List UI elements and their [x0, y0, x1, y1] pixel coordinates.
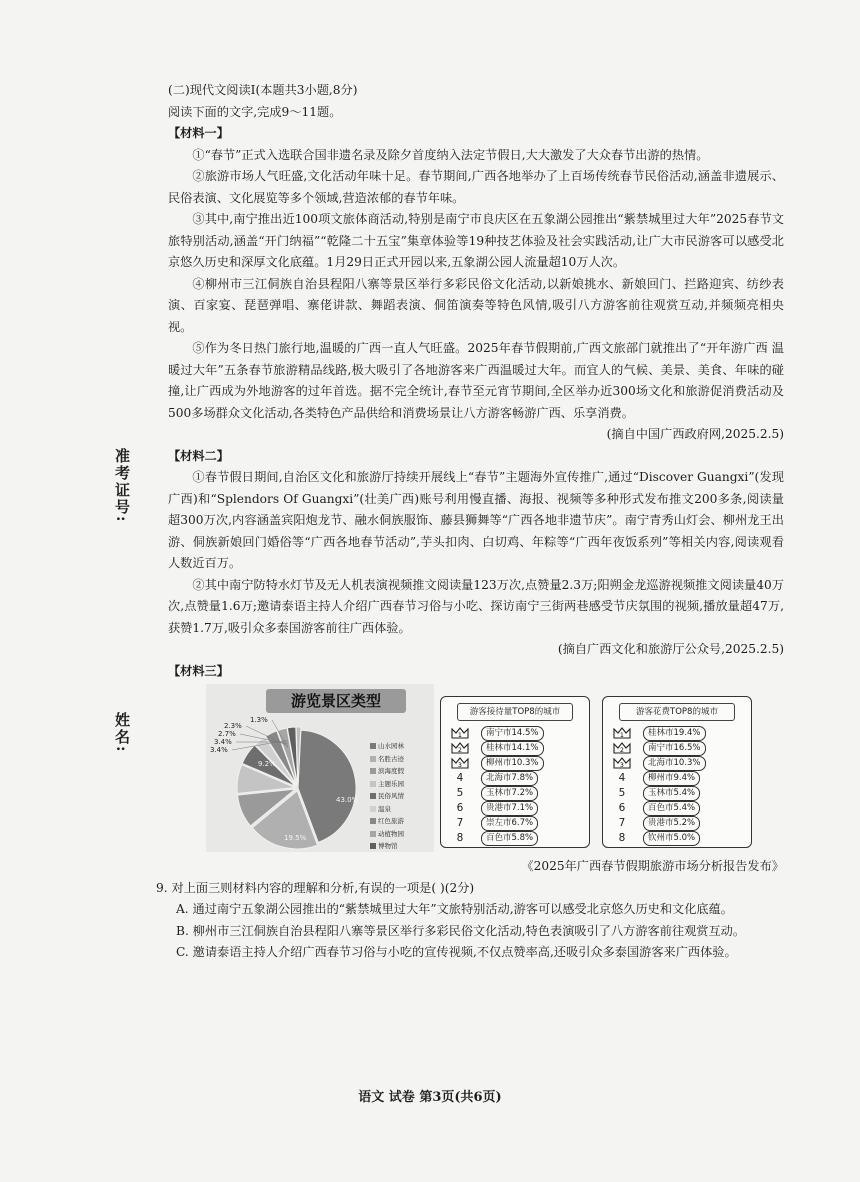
rank-city-label: 崇左市6.7% — [481, 816, 538, 831]
spending-top8-title: 游客花费TOP8的城市 — [619, 703, 735, 721]
legend-item: 动植物园 — [370, 828, 404, 841]
rank-city-label: 贵港市5.2% — [643, 816, 700, 831]
rank-row — [451, 815, 581, 831]
material1-paragraph: ②旅游市场人气旺盛,文化活动年味十足。春节期间,广西各地举办了上百场传统春节民俗活动,涵盖非遗展示、民俗表演、文化展览等多个领域,营造浓郁的春节年味。 — [168, 169, 784, 205]
material1-heading: 【材料一】 — [168, 126, 229, 140]
crown-icon — [451, 727, 469, 739]
legend-item: 红色旅游 — [370, 815, 404, 828]
crown-icon — [613, 742, 631, 754]
rank-number: 1 — [620, 732, 624, 739]
legend-swatch — [370, 831, 376, 837]
crown-icon — [451, 742, 469, 754]
material2-heading: 【材料二】 — [168, 448, 229, 463]
material1-paragraph: ①“春节”正式入选联合国非遗名录及除夕首度纳入法定节假日,大大激发了大众春节出游的热情。 — [192, 147, 709, 162]
rank-city-label: 桂林市14.1% — [481, 741, 544, 756]
rank-city-label: 南宁市16.5% — [643, 741, 706, 756]
legend-item: 主题乐园 — [370, 778, 404, 791]
rank-row — [451, 830, 581, 846]
question-option-a: A. 通过南宁五象湖公园推出的“紫禁城里过大年”文旅特别活动,游客可以感受北京悠久历史和文化底蕴。 — [176, 902, 733, 916]
rank-number: 7 — [456, 817, 464, 829]
pie-slice-label: 43.0% — [336, 796, 359, 804]
legend-item: 山水园林 — [370, 740, 404, 753]
legend-swatch — [370, 743, 376, 749]
crown-icon — [613, 757, 631, 769]
material1-paragraph: ⑤作为冬日热门旅行地,温暖的广西一直人气旺盛。2025年春节假期前,广西文旅部门就推出了“开年游广西 温暖过大年”五条春节旅游精品线路,极大吸引了各地游客来广西温暖过大年。而宜人的气候、美景、美食、年味的碰撞,让广西成为外地游客的过年首选。据不完全统计,春节至元宵节期间,全区举办近300场文化和旅游促消费活动及500多场群众文化活动,各类特色产品供给和消费场景让八方游客畅游广西、乐享消费。 — [168, 341, 784, 420]
rank-number: 1 — [458, 732, 462, 739]
rank-city-label: 百色市5.8% — [481, 831, 538, 846]
rank-number: 3 — [458, 762, 462, 769]
rank-number: 8 — [618, 832, 626, 844]
pie-slice-label: 2.7% — [218, 730, 236, 738]
rank-city-label: 桂林市19.4% — [643, 726, 706, 741]
rank-city-label: 北海市10.3% — [643, 756, 706, 771]
rank-row — [613, 830, 743, 846]
legend-swatch — [370, 793, 376, 799]
material2-paragraph: ①春节假日期间,自治区文化和旅游厅持续开展线上“春节”主题海外宣传推广,通过“Discover Guangxi”(发现广西)和“Splendors Of Guangxi”(壮美广西)账号利用慢直播、海报、视频等多种形式发布推文200多条,阅读量超300万次,内容涵盖宾阳炮龙节、融水侗族服饰、藤县狮舞等“广西各地非遗节庆”。南宁青秀山灯会、柳州龙王出游、侗族新娘回门婚俗等“广西各地春节活动”,芋头扣肉、白切鸡、年粽等“广西年夜饭系列”等相关内容,阅读观看人数近百万。 — [168, 470, 784, 570]
rank-city-label: 贵港市7.1% — [481, 801, 538, 816]
question-stem: 9. 对上面三则材料内容的理解和分析,有误的一项是( )(2分) — [156, 880, 475, 895]
rank-row — [451, 725, 581, 741]
rank-row — [613, 815, 743, 831]
material3-figure — [168, 684, 784, 856]
material1-source: (摘自中国广西政府网,2025.2.5) — [606, 427, 784, 441]
question-option-c: C. 邀请泰语主持人介绍广西春节习俗与小吃的宣传视频,不仅点赞率高,还吸引众多泰国游客来广西体验。 — [176, 945, 737, 959]
rank-row — [451, 785, 581, 801]
instruction: 阅读下面的文字,完成9～11题。 — [168, 104, 342, 119]
pie-slice-label: 2.3% — [224, 722, 242, 730]
material2-source: (摘自广西文化和旅游厅公众号,2025.2.5) — [557, 642, 784, 656]
rank-number: 6 — [618, 802, 626, 814]
rank-row — [451, 755, 581, 771]
rank-row — [613, 785, 743, 801]
rank-city-label: 柳州市10.3% — [481, 756, 544, 771]
rank-row — [451, 740, 581, 756]
rank-row — [451, 800, 581, 816]
rank-city-label: 玉林市7.2% — [481, 786, 538, 801]
pie-chart-panel — [206, 684, 434, 852]
reading-content — [156, 80, 784, 964]
rank-number: 5 — [456, 787, 464, 799]
rank-row — [613, 740, 743, 756]
legend-swatch — [370, 756, 376, 762]
legend-swatch — [370, 818, 376, 824]
rank-row — [613, 770, 743, 786]
rank-row — [613, 800, 743, 816]
crown-icon — [451, 757, 469, 769]
pie-legend — [370, 740, 404, 853]
rank-number: 7 — [618, 817, 626, 829]
rank-row — [451, 770, 581, 786]
section-title: (二)现代文阅读Ⅰ(本题共3小题,8分) — [168, 83, 358, 97]
legend-item: 名胜古迹 — [370, 753, 404, 766]
pie-slice-label: 19.5% — [284, 834, 307, 842]
page-footer: 语文 试卷 第3页(共6页) — [358, 1090, 502, 1105]
reception-top8-panel — [440, 696, 590, 848]
rank-number: 2 — [458, 747, 462, 754]
rank-city-label: 柳州市9.4% — [643, 771, 700, 786]
rank-city-label: 南宁市14.5% — [481, 726, 544, 741]
rank-city-label: 钦州市5.0% — [643, 831, 700, 846]
pie-slice-label: 1.3% — [250, 716, 268, 724]
crown-icon — [613, 727, 631, 739]
legend-item: 温泉 — [370, 803, 404, 816]
material3-heading: 【材料三】 — [168, 663, 229, 678]
rank-row — [613, 725, 743, 741]
rank-number: 4 — [456, 772, 464, 784]
legend-swatch — [370, 781, 376, 787]
rank-city-label: 北海市7.8% — [481, 771, 538, 786]
question-option-b: B. 柳州市三江侗族自治县程阳八寨等景区举行多彩民俗文化活动,特色表演吸引了八方游客前往观赏互动。 — [176, 923, 746, 938]
pie-chart-title: 游览景区类型 — [266, 689, 406, 713]
name-label: 姓名: — [113, 712, 131, 754]
rank-number: 8 — [456, 832, 464, 844]
material2-paragraph: ②其中南宁防特水灯节及无人机表演视频推文阅读量123万次,点赞量2.3万;阳朔金龙巡游视频推文阅读量40万次,点赞量1.6万;邀请泰语主持人介绍广西春节习俗与小吃、探访南宁三街两巷感受节庆氛围的视频,播放量超47万,获赞1.7万,吸引众多泰国游客前往广西体验。 — [168, 577, 784, 635]
rank-number: 6 — [456, 802, 464, 814]
rank-number: 5 — [618, 787, 626, 799]
reception-top8-title: 游客接待量TOP8的城市 — [457, 703, 573, 721]
legend-swatch — [370, 806, 376, 812]
rank-number: 3 — [620, 762, 624, 769]
rank-number: 2 — [620, 747, 624, 754]
rank-city-label: 玉林市5.4% — [643, 786, 700, 801]
legend-item: 民俗风情 — [370, 790, 404, 803]
legend-swatch — [370, 843, 376, 849]
material1-paragraph: ③其中,南宁推出近100项文旅体商活动,特别是南宁市良庆区在五象湖公园推出“紫禁城里过大年”2025春节文旅特别活动,涵盖“开门纳福”“乾隆二十五宝”集章体验等19种技艺体验及社会实践活动,让广大市民游客可以感受北京悠久历史和深厚文化底蕴。1月29日正式开园以来,五象湖公园人流量超10万人次。 — [168, 212, 784, 269]
rank-row — [613, 755, 743, 771]
rank-city-label: 百色市5.4% — [643, 801, 700, 816]
legend-item: 博物馆 — [370, 840, 404, 853]
exam-id-label: 准考证号: — [113, 448, 131, 524]
pie-slice-label: 9.2% — [258, 760, 276, 768]
material3-source: 《2025年广西春节假期旅游市场分析报告发布》 — [521, 859, 784, 873]
legend-swatch — [370, 768, 376, 774]
pie-slice-label: 3.4% — [210, 746, 228, 754]
legend-item: 滨海度假 — [370, 765, 404, 778]
pie-slice-label: 3.4% — [214, 738, 232, 746]
spending-top8-panel — [602, 696, 752, 848]
rank-number: 4 — [618, 772, 626, 784]
material1-paragraph: ④柳州市三江侗族自治县程阳八寨等景区举行多彩民俗文化活动,以新娘挑水、新娘回门、拦路迎宾、纺纱表演、百家宴、琵琶弹唱、寨佬讲款、舞蹈表演、侗笛演奏等特色风情,吸引八方游客前往观赏互动,并频频亮相央视。 — [168, 276, 784, 334]
